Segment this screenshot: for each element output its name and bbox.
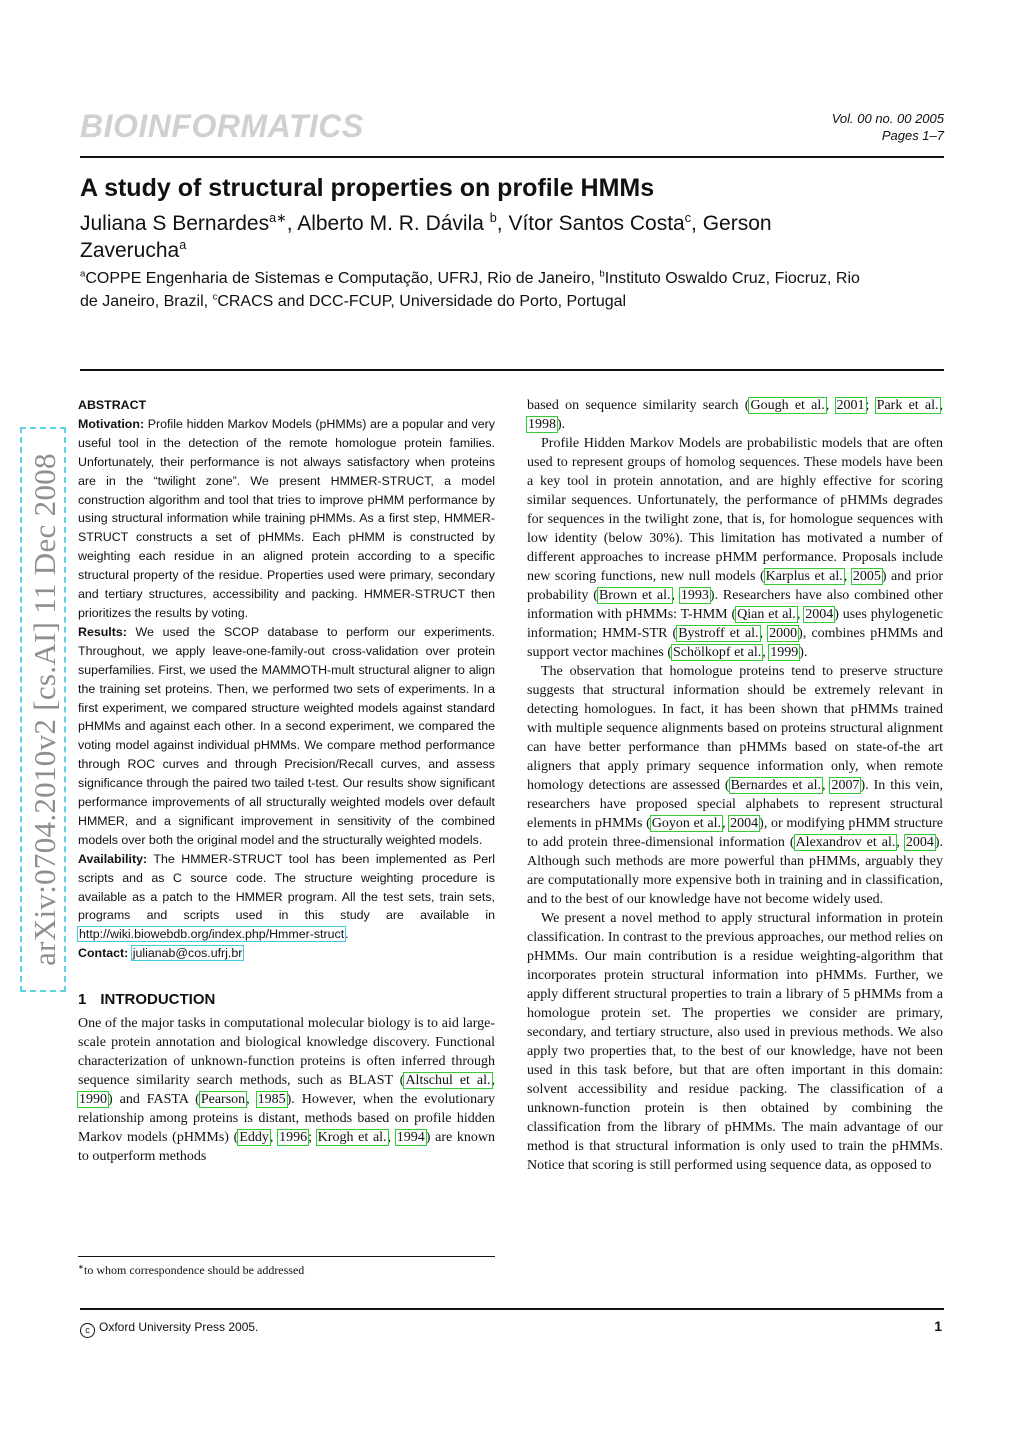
copyright [80, 1320, 258, 1338]
author-list: Juliana S Bernardes$^{a∗}$, Alberto M. R. Dávila $^b$, Vítor Santos Costa$^c$, Gerson Zaverucha$^a$ [80, 211, 772, 262]
footer-rule [80, 1308, 944, 1310]
copyright-text: Oxford University Press 2005. [99, 1320, 259, 1334]
author-affil-mark: a [179, 238, 187, 252]
title-rule [80, 369, 944, 371]
footnote-mark: ∗ [78, 1263, 85, 1271]
journal-name: BIOINFORMATICS [80, 108, 364, 144]
author-name: Alberto M. R. Dávila [297, 212, 484, 235]
citation-link[interactable]: 1993 [680, 588, 709, 603]
text-run: ). Researchers have also combined other information with pHMMs: T-HMM ( [527, 588, 943, 622]
text-run: , [843, 569, 852, 584]
text-run: , [246, 1092, 257, 1108]
citation-link[interactable]: Schölkopf et al. [673, 645, 762, 660]
left-column [78, 396, 495, 1166]
citation-link[interactable]: 1990 [79, 1092, 107, 1108]
text-run: ) uses phylogenetic information; HMM-STR ( [527, 607, 944, 641]
citation-link[interactable]: Altschul et al. [405, 1073, 491, 1089]
text-run: , [896, 835, 905, 850]
author-affil-mark: a∗ [269, 211, 287, 225]
intro-paragraph-2 [527, 434, 943, 662]
citation-link[interactable]: 2007 [831, 778, 860, 793]
footnote-text: to whom correspondence should be addressed [84, 1263, 305, 1277]
citation-link[interactable]: 2004 [905, 835, 934, 850]
citation-link[interactable]: 2005 [852, 569, 881, 584]
abstract-heading: ABSTRACT [78, 398, 147, 412]
text-run: ). Although such methods are more powerful than pHMMs, arguably they are computationally more expensive both in training and in classification, and to the best of our knowledge have not become widely used. [527, 835, 944, 907]
header-rule [80, 156, 944, 158]
citation-link[interactable]: Qian et al. [737, 607, 796, 622]
affiliations [80, 267, 880, 313]
text-run: , [796, 607, 805, 622]
text-run: , [269, 1130, 279, 1146]
text-run: The observation that homologue proteins tend to preserve structure suggests that structural information should be extremely relevant in detecting homologues. In fact, it has been shown that pHMMs trained with multiple sequence alignments based on proteins structural alignment can have better performance than pHMMs based on state-of-the art aligners that apply primary sequence information only, when remote homology detections are assessed ( [527, 664, 943, 793]
text-run: , [759, 626, 769, 641]
abstract-motivation [78, 415, 495, 623]
intro-paragraph-1-continued [527, 396, 943, 434]
affiliation: COPPE Engenharia de Sistemas e Computação, UFRJ, Rio de Janeiro, [85, 270, 595, 287]
author-affil-mark: c [684, 211, 692, 225]
text-run: based on sequence similarity search ( [527, 398, 750, 413]
text-run: One of the major tasks in computational molecular biology is to aid large-scale protein annotation and biological knowledge discovery. Functional characterization of unknown-function proteins is often inferred through sequence similarity search methods, such as BLAST ( [78, 1016, 495, 1089]
paper-title: A study of structural properties on profile HMMs [80, 174, 655, 202]
text-run: ; [308, 1130, 317, 1146]
intro-paragraph-4: We present a novel method to apply structural information in protein classification. In contrast to the previous approaches, our method relies on pHMMs. Our main contribution is a residue weighting-algorithm that incorporates protein structural information into pHMMs. Further, we apply different structural properties to train a library of 5 pHMMs from a homologue protein set. The properties we consider are primary, secondary, and tertiary structure, also used in previous methods. We also apply two properties that, to the best of our knowledge, have not been used in this task before, but that are often important in this domain: solvent accessibility and residue packing. The classification of a unknown-function protein is then obtained by combining the classification from the library of pHMMs. The main advantage of our method is that structural information is only used to train the pHMMs. Notice that scoring is still performed using sequence data, as opposed to [527, 911, 943, 1173]
text-run: , [491, 1073, 495, 1089]
citation-link[interactable]: Krogh et al. [317, 1130, 387, 1146]
text-run: , [762, 645, 770, 660]
motivation-text: Profile hidden Markov Models (pHMMs) are a popular and very useful tool in the detection of the remote homologue protein families. Unfortunately, their performance is not always satisfactory when proteins are in the “twilight zone”. We present HMMER-STRUCT, a model construction algorithm and tool that tries to improve pHMM performance by using structural information while training pHMMs. As a first step, HMMER-STRUCT constructs a set of pHMMs. Each pHMM is constructed by weighting each residue in an aligned protein according to a specific structural property of the residue. Properties used were primary, secondary and tertiary structures, accessibility and packing. HMMER-STRUCT then prioritizes the results by voting. [78, 416, 495, 620]
affil-mark: b [599, 268, 605, 280]
motivation-label: Motivation: [78, 416, 145, 431]
text-run: ), or modifying pHMM structure to add protein three-dimensional information ( [527, 816, 943, 850]
availability-text: The HMMER-STRUCT tool has been implemented as Perl scripts and as C source code. The structure weighting procedure is available as a patch to the HMMER program. All the test sets, train sets, programs and scripts used in this study are available in [78, 851, 495, 923]
affil-mark: c [212, 291, 218, 303]
section-number: 1 [78, 991, 87, 1009]
citation-link[interactable]: Park et al. [876, 398, 939, 413]
pages-line: Pages 1–7 [881, 128, 944, 143]
abstract-results [78, 623, 495, 850]
citation-link[interactable]: Karplus et al. [765, 569, 843, 584]
arxiv-stamp[interactable]: arXiv:0704.2010v2 [cs.AI] 11 Dec 2008 [20, 427, 66, 992]
citation-link[interactable]: 1998 [528, 417, 556, 432]
text-run: , [671, 588, 680, 603]
citation-link[interactable]: 1985 [257, 1092, 286, 1108]
text-run: , [939, 398, 944, 413]
text-run: , [387, 1130, 396, 1146]
text-run: ), combines pHMMs and support vector machines ( [527, 626, 943, 660]
citation-link[interactable]: Eddy [239, 1130, 269, 1146]
text-run: ; [865, 398, 876, 413]
text-run: , [821, 778, 831, 793]
author-name: Gerson Zaverucha [80, 212, 772, 262]
affiliation: Instituto Oswaldo Cruz, Fiocruz, Rio de Janeiro, Brazil, [80, 270, 860, 310]
affiliation: CRACS and DCC-FCUP, Universidade do Porto, Portugal [217, 293, 627, 310]
text-run: ). However, when the evolutionary relationship among proteins is distant, methods based on profile hidden Markov models (pHMMs) ( [78, 1092, 495, 1146]
citation-link[interactable]: 1994 [396, 1130, 425, 1146]
text-run: ). [557, 417, 566, 432]
citation-link[interactable]: 2004 [805, 607, 834, 622]
abstract [78, 396, 495, 963]
affil-mark: a [80, 268, 86, 280]
citation-link[interactable]: Pearson [200, 1092, 246, 1108]
section-title: INTRODUCTION [100, 991, 216, 1009]
text-run: ) and prior probability ( [527, 569, 943, 603]
citation-link[interactable]: Brown et al. [598, 588, 671, 603]
text-run: ) and FASTA ( [108, 1092, 200, 1108]
citation-link[interactable]: Goyon et al. [651, 816, 721, 831]
availability-url-link[interactable]: http://wiki.biowebdb.org/index.php/Hmmer-struct [79, 927, 345, 942]
volume-info [832, 110, 944, 144]
volume-line: Vol. 00 no. 00 2005 [831, 111, 944, 126]
citation-link[interactable]: 1999 [770, 645, 799, 660]
citation-link[interactable]: Bernardes et al. [730, 778, 821, 793]
right-column [527, 396, 943, 1175]
contact-email-link[interactable]: julianab@cos.ufrj.br [132, 946, 243, 961]
citation-link[interactable]: 2001 [836, 398, 865, 413]
availability-label: Availability: [78, 851, 148, 866]
results-text: We used the SCOP database to perform our experiments. Throughout, we apply leave-one-family-out cross-validation over protein superfamilies. First, we used the MAMMOTH-mult structural aligner to align the training set proteins. Then, we performed two sets of experiments. In a first experiment, we compared structure weighted models against standard pHMMs and against each other. In a second experiment, we compared the voting model against individual pHMMs. We compare method performance through ROC curves and through Precision/Recall curves, and assess significance through the paired two tailed t-test. Our results show significant performance improvements of all structurally weighted models over default HMMER, and a significant improvement in sensitivity of the combined models over both the original model and the structurally weighted models. [78, 624, 495, 847]
intro-paragraph-3 [527, 662, 943, 909]
text-run: Profile Hidden Markov Models are probabilistic models that are often used to represent groups of homolog sequences. These models have been a key tool in protein annotation, and are highly effective for scoring similar sequences. Unfortunately, the performance of pHMMs degrades for sequences in the twilight zone, that is, for homologue sequences with low identity (below 30%). This limitation has motivated a number of different approaches to increase pHMM performance. Proposals include new scoring functions, new null models ( [527, 436, 943, 584]
copyright-symbol: c [80, 1323, 95, 1338]
citation-link[interactable]: 1996 [279, 1130, 308, 1146]
citation-link[interactable]: Bystroff et al. [678, 626, 759, 641]
text-run: , [721, 816, 730, 831]
citation-link[interactable]: Gough et al. [750, 398, 825, 413]
author-name: Vítor Santos Costa [508, 212, 685, 235]
footnote [78, 1263, 495, 1278]
citation-link[interactable]: 2000 [769, 626, 798, 641]
abstract-contact [78, 944, 495, 963]
text-run: ) are known to outperform methods [78, 1130, 496, 1165]
contact-label: Contact: [78, 946, 129, 961]
abstract-availability: Availability: The HMMER-STRUCT tool has been implemented as Perl scripts and as C source code. The structure weighting procedure is available as a patch to the HMMER program. All the test sets, train sets, programs and scripts used in this study are available in http://wiki.biowebdb.org/index.php/Hmmer-struct. [78, 851, 495, 942]
page-number: 1 [934, 1318, 942, 1334]
author-name: Juliana S Bernardes [80, 212, 270, 235]
section-heading [78, 991, 495, 1008]
text-run: ). In this vein, researchers have proposed special alphabets to represent structural elements in pHMMs ( [527, 778, 944, 831]
citation-link[interactable]: 2004 [730, 816, 759, 831]
text-run: , [825, 398, 836, 413]
results-label: Results: [78, 624, 127, 639]
footnote-rule [78, 1256, 495, 1257]
text-run: ). [799, 645, 808, 660]
intro-paragraph-1 [78, 1014, 495, 1166]
author-affil-mark: b [489, 211, 497, 225]
citation-link[interactable]: Alexandrov et al. [795, 835, 896, 850]
